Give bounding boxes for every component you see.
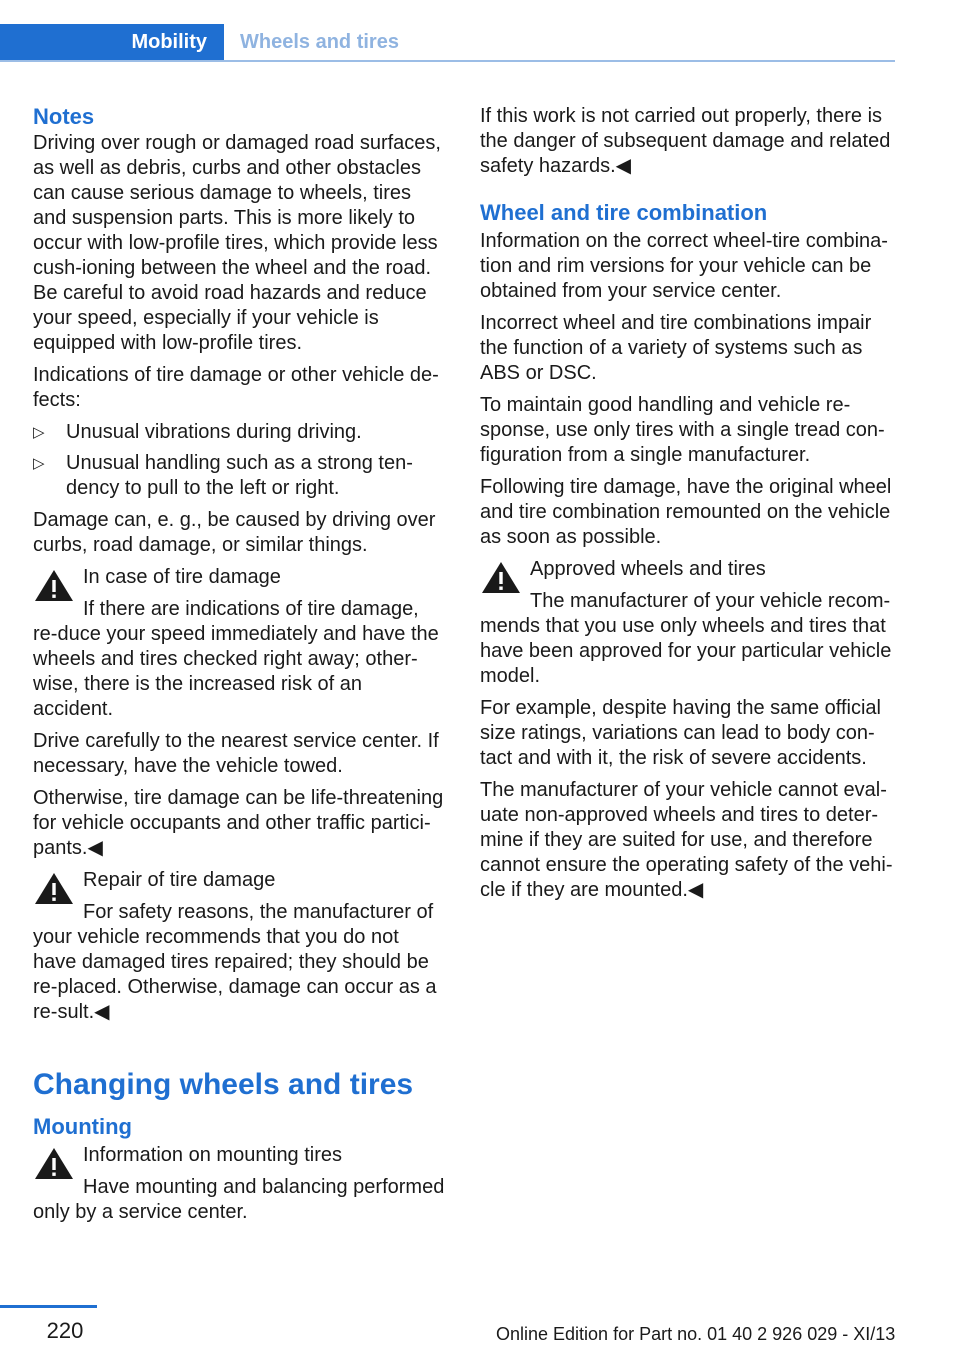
warning-triangle-icon <box>33 567 75 603</box>
left-column <box>33 104 447 1232</box>
bullet-arrow-icon: ▷ <box>33 455 45 472</box>
warning-repair <box>33 868 447 1025</box>
warning-title: In case of tire damage <box>83 566 281 588</box>
warning-paragraph-3: Otherwise, tire damage can be life-threatening for vehicle occupants and other traffic partici‐pants.◀ <box>33 787 444 859</box>
warning-title: Information on mounting tires <box>83 1144 343 1166</box>
warning-mounting <box>33 1143 447 1225</box>
warning-tire-damage <box>33 565 447 722</box>
warning-text: If there are indications of tire damage, re‐duce your speed immediately and have the wheels and tires checked right away; other‐wise, there is the increased risk of an accident. <box>33 598 439 720</box>
notes-paragraph-1: Driving over rough or damaged road surfaces, as well as debris, curbs and other obstacles can cause serious damage to wheels, tires and suspension parts. This is more likely to occur with low-profile tires, which provide less cush‐ioning between the wheel and the road. Be careful to avoid road hazards and reduce your speed, especially if your vehicle is equipped with low-profile tires. <box>33 132 441 354</box>
right-paragraph-7: The manufacturer of your vehicle cannot eval‐uate non-approved wheels and tires to deter‐mine if they are suited for use, and therefore cannot ensure the operating safety of the vehi‐cle if they are mounted.◀ <box>480 779 893 901</box>
tab-mobility[interactable] <box>0 24 224 60</box>
notes-paragraph-3: Damage can, e. g., be caused by driving over curbs, road damage, or similar things. <box>33 509 436 556</box>
warning-text: For safety reasons, the manufacturer of your vehicle recommends that you do not have damaged tires repaired; they should be re‐placed. Otherwise, damage can occur as a re‐sult.◀ <box>33 901 437 1023</box>
edition-note: Online Edition for Part no. 01 40 2 926 029 - XI/13 <box>496 1324 896 1344</box>
bullet-arrow-icon: ▷ <box>33 424 45 441</box>
mounting-heading: Mounting <box>33 1114 132 1139</box>
warning-title: Approved wheels and tires <box>530 558 766 580</box>
list-item <box>33 420 447 445</box>
warning-triangle-icon <box>33 1145 75 1181</box>
warning-paragraph-2: Drive carefully to the nearest service center. If necessary, have the vehicle towed. <box>33 730 439 777</box>
right-paragraph-3: Incorrect wheel and tire combinations impair the function of a variety of systems such as ABS or DSC. <box>480 312 872 384</box>
tab-mobility-label: Mobility <box>131 30 207 53</box>
warning-approved-wheels <box>480 557 895 689</box>
header-divider <box>0 60 895 62</box>
footer-divider <box>0 1305 97 1308</box>
list-item-text: Unusual vibrations during driving. <box>66 421 362 443</box>
page-number: 220 <box>46 1318 84 1343</box>
right-paragraph-2: Information on the correct wheel-tire combina‐tion and rim versions for your vehicle can be obtained from your service center. <box>480 230 888 302</box>
section-heading: Changing wheels and tires <box>33 1068 414 1101</box>
right-paragraph-4: To maintain good handling and vehicle re‐sponse, use only tires with a single tread con‐figuration from a single manufacturer. <box>480 394 885 466</box>
right-column <box>480 104 895 910</box>
right-paragraph-1: If this work is not carried out properly, there is the danger of subsequent damage and related safety hazards.◀ <box>480 105 891 177</box>
warning-triangle-icon <box>480 559 522 595</box>
tab-wheels-and-tires[interactable] <box>240 24 399 60</box>
right-paragraph-6: For example, despite having the same official size ratings, variations can lead to body con‐tact and with it, the risk of severe accidents. <box>480 697 881 769</box>
notes-heading: Notes <box>33 104 95 129</box>
warning-text: The manufacturer of your vehicle recom‐mends that you use only wheels and tires that have been approved for your particular vehicle model. <box>480 590 892 687</box>
warning-triangle-icon <box>33 870 75 906</box>
warning-title: Repair of tire damage <box>83 869 276 891</box>
list-item <box>33 451 447 501</box>
notes-paragraph-2: Indications of tire damage or other vehicle de‐fects: <box>33 364 439 411</box>
right-paragraph-5: Following tire damage, have the original wheel and tire combination remounted on the vehicle as soon as possible. <box>480 476 892 548</box>
page-header <box>0 24 895 62</box>
tab-wheels-label: Wheels and tires <box>240 30 399 53</box>
list-item-text: Unusual handling such as a strong ten‐dency to pull to the left or right. <box>66 452 413 499</box>
damage-indications-list <box>33 420 447 501</box>
combination-heading: Wheel and tire combination <box>480 200 768 225</box>
warning-text: Have mounting and balancing performed only by a service center. <box>33 1176 445 1223</box>
